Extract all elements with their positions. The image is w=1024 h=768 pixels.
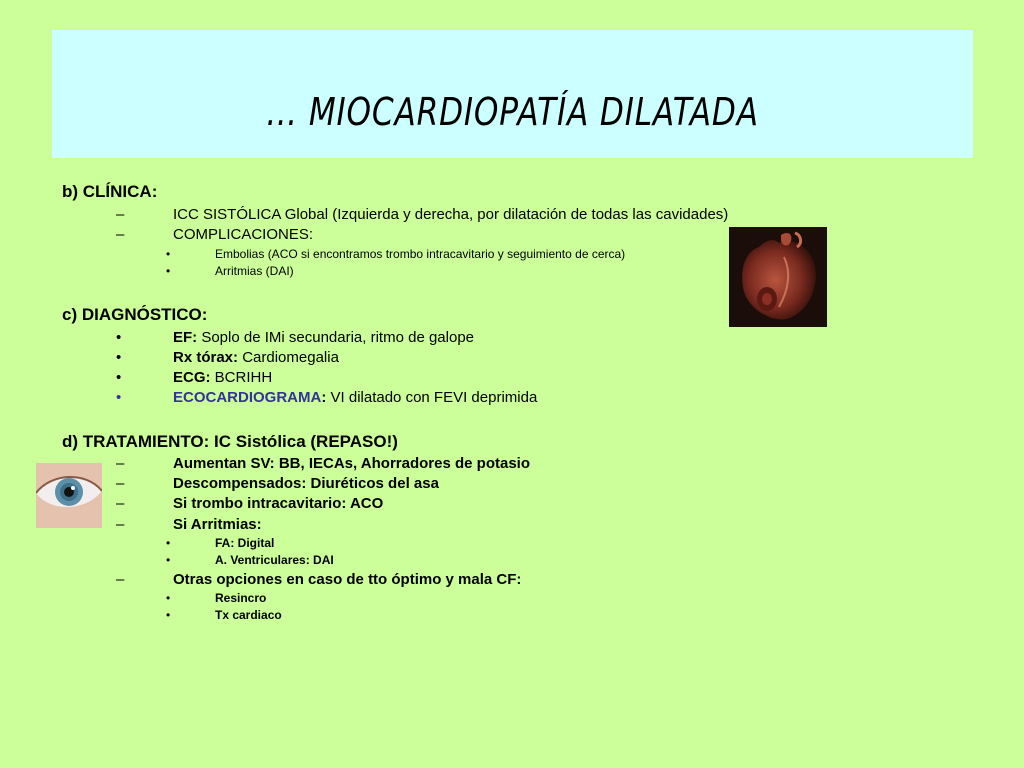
list-item-otras: Otras opciones en caso de tto óptimo y mala CF:: [173, 571, 522, 588]
list-item-ef: EF: Soplo de IMi secundaria, ritmo de galope: [173, 329, 474, 346]
list-marker: •: [116, 369, 122, 386]
list-marker: •: [166, 591, 171, 605]
list-marker: •: [116, 389, 122, 406]
list-marker: •: [166, 536, 171, 550]
list-marker: –: [116, 475, 125, 492]
section-heading-tratamiento: d) TRATAMIENTO: IC Sistólica (REPASO!): [62, 432, 398, 451]
list-item-descompensados: Descompensados: Diuréticos del asa: [173, 475, 439, 492]
list-marker: •: [166, 608, 171, 622]
eye-image: [36, 463, 102, 528]
list-marker: –: [116, 516, 125, 533]
list-item-ecg: ECG: BCRIHH: [173, 369, 273, 386]
list-marker: •: [166, 553, 171, 567]
list-marker: –: [116, 206, 125, 223]
title-box: [52, 30, 973, 158]
list-marker: –: [116, 455, 125, 472]
list-item-complicaciones: COMPLICACIONES:: [173, 226, 314, 243]
heart-image: [729, 227, 827, 327]
list-marker: –: [116, 495, 125, 512]
list-marker: –: [116, 226, 125, 243]
list-item-trombo: Si trombo intracavitario: ACO: [173, 495, 384, 512]
list-item-ventriculares: A. Ventriculares: DAI: [215, 553, 334, 567]
section-heading-diagnostico: c) DIAGNÓSTICO:: [62, 305, 208, 324]
list-marker: •: [166, 264, 171, 278]
list-item-fa: FA: Digital: [215, 536, 275, 550]
list-item-icc: ICC SISTÓLICA Global (Izquierda y derecha, por dilatación de todas las cavidades): [173, 206, 729, 223]
list-item-embolias: Embolias (ACO si encontramos trombo intracavitario y seguimiento de cerca): [215, 247, 626, 261]
list-marker: –: [116, 571, 125, 588]
list-marker: •: [166, 247, 171, 261]
list-item-si-arritmias: Si Arritmias:: [173, 516, 262, 533]
list-item-resincro: Resincro: [215, 591, 267, 605]
list-item-ecocardiograma: ECOCARDIOGRAMA: VI dilatado con FEVI deprimida: [173, 389, 538, 406]
list-marker: •: [116, 349, 122, 366]
list-item-sv: Aumentan SV: BB, IECAs, Ahorradores de potasio: [173, 455, 531, 472]
list-marker: •: [116, 329, 122, 346]
list-item-rx: Rx tórax: Cardiomegalia: [173, 349, 339, 366]
slide-title: … MIOCARDIOPATÍA DILATADA: [266, 90, 759, 134]
list-item-arritmias: Arritmias (DAI): [215, 264, 294, 278]
list-item-tx-cardiaco: Tx cardiaco: [215, 608, 282, 622]
section-heading-clinica: b) CLÍNICA:: [62, 182, 158, 201]
